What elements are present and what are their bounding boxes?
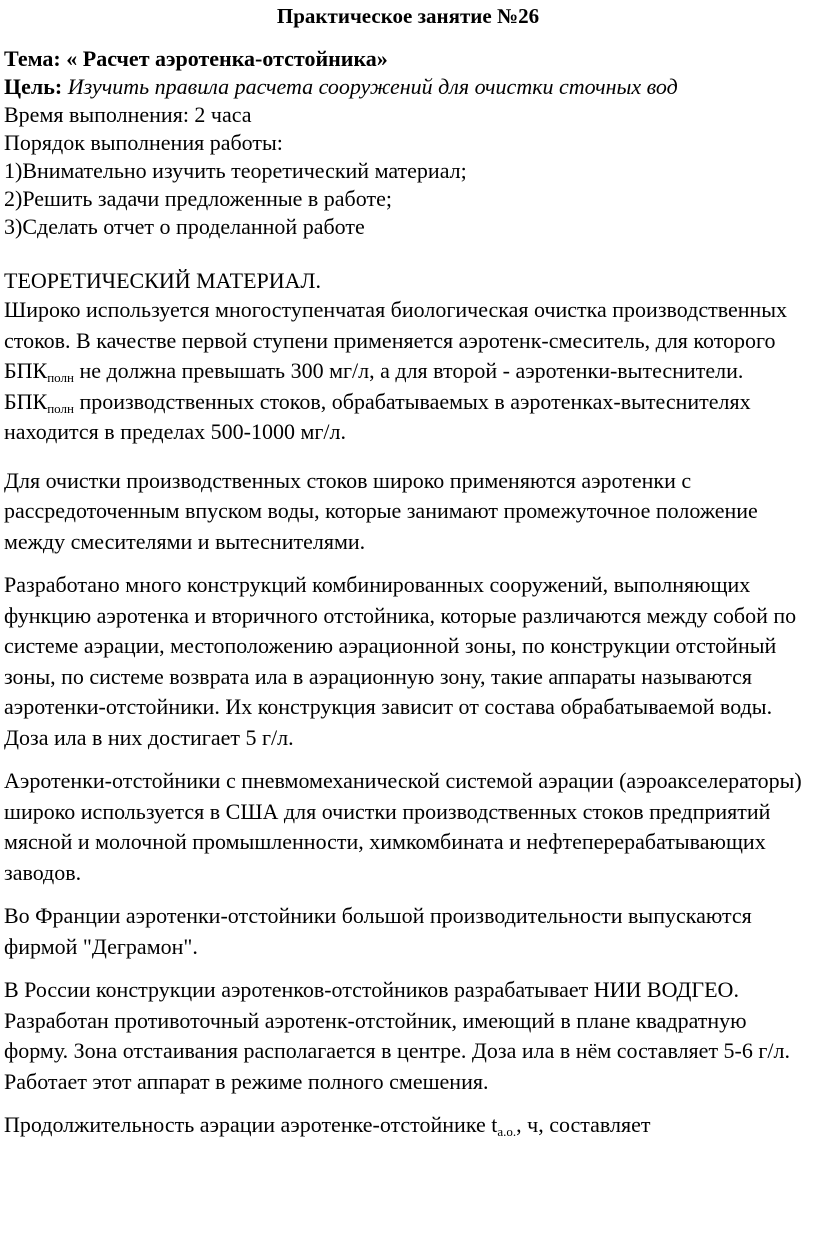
subscript: полн — [47, 370, 74, 385]
paragraph — [4, 295, 812, 448]
topic-value: « Расчет аэротенка-отстойника» — [66, 46, 388, 71]
paragraph-text: , ч, составляет — [516, 1112, 651, 1137]
time-line: Время выполнения: 2 часа — [4, 102, 252, 127]
step-item: 2)Решить задачи предложенные в работе; — [4, 186, 392, 211]
subscript: а.о. — [497, 1124, 517, 1139]
section-heading: ТЕОРЕТИЧЕСКИЙ МАТЕРИАЛ. — [4, 268, 321, 293]
paragraph-text: не должна превышать 300 мг/л, а для второй - аэротенки-вытеснители. БПК — [4, 358, 744, 414]
page-title: Практическое занятие №26 — [276, 4, 540, 28]
topic-line — [4, 45, 812, 73]
paragraph: Разработано много конструкций комбинированных сооружений, выполняющих функцию аэротенка и вторичного отстойника, которые различаются между собой по системе аэрации, местоположению аэрационной зоны, по конструкции отстойный зоны, по системе возврата ила в аэрационную зону, такие аппараты называются аэротенки-отстойники. Их конструкция зависит от состава обрабатываемой воды. Доза ила в них достигает 5 г/л. — [4, 572, 797, 750]
paragraph: Для очистки производственных стоков широко применяются аэротенки с рассредоточенным впуском воды, которые занимают промежуточное положение между смесителями и вытеснителями. — [4, 467, 758, 554]
paragraph-text: Широко используется многоступенчатая биологическая очистка производственных стоков. В качестве первой ступени применяется аэротенк-смеситель, для которого БПК — [4, 297, 788, 383]
subscript: полн — [47, 400, 74, 416]
paragraph: В России конструкции аэротенков-отстойников разрабатывает НИИ ВОДГЕО. Разработан противоточный аэротенк-отстойник, имеющий в плане квадратную форму. Зона отстаивания располагается в центре. Доза ила в нём составляет 5-6 г/л. Работает этот аппарат в режиме полного смешения. — [4, 977, 790, 1094]
paragraph-text: производственных стоков, обрабатываемых в аэротенках-вытеснителях находится в пределах 500-1000 мг/л. — [4, 388, 751, 444]
paragraph: Во Франции аэротенки-отстойники большой производительности выпускаются фирмой "Деграмон". — [4, 903, 752, 959]
paragraph: Аэротенки-отстойники с пневмомеханической системой аэрации (аэроакселераторы) широко используется в США для очистки производственных стоков предприятий мясной и молочной промышленности, химкомбината и нефтеперерабатывающих заводов. — [4, 768, 802, 885]
paragraph — [4, 1110, 812, 1141]
goal-label: Цель: — [4, 74, 63, 99]
order-heading: Порядок выполнения работы: — [4, 130, 283, 155]
goal-line — [4, 73, 812, 101]
blank-line — [4, 241, 812, 267]
topic-label: Тема: — [4, 46, 61, 71]
goal-value: Изучить правила расчета сооружений для очистки сточных вод — [62, 74, 678, 99]
step-item: 3)Сделать отчет о проделанной работе — [4, 214, 365, 239]
step-item: 1)Внимательно изучить теоретический материал; — [4, 158, 467, 183]
paragraph-text: Продолжительность аэрации аэротенке-отстойнике t — [4, 1112, 498, 1137]
